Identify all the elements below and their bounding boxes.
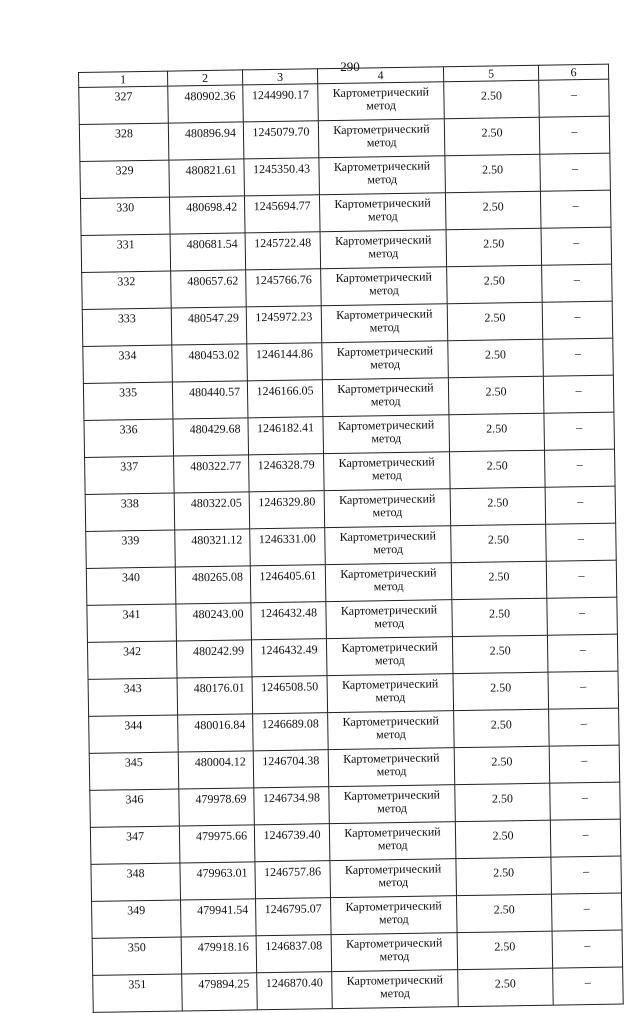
- note-cell: –: [547, 634, 618, 672]
- x-coordinate-cell: 480242.99: [176, 640, 252, 678]
- point-number-cell: 330: [80, 197, 170, 235]
- point-number-cell: 348: [91, 863, 181, 901]
- x-coordinate-cell: 480265.08: [175, 566, 251, 604]
- y-coordinate-cell: 1245766.76: [246, 269, 322, 307]
- accuracy-cell: 2.50: [452, 635, 548, 673]
- y-coordinate-cell: 1246795.07: [256, 898, 332, 936]
- point-number-cell: 329: [80, 160, 170, 198]
- note-cell: –: [550, 782, 621, 820]
- accuracy-cell: 2.50: [444, 80, 540, 118]
- method-cell: Картометрический метод: [329, 785, 456, 824]
- accuracy-cell: 2.50: [453, 672, 549, 710]
- note-cell: –: [546, 560, 617, 598]
- x-coordinate-cell: 480322.05: [174, 492, 250, 530]
- point-number-cell: 346: [90, 789, 180, 827]
- header-col-3: 3: [242, 69, 317, 85]
- x-coordinate-cell: 480322.77: [174, 455, 250, 493]
- point-number-cell: 327: [79, 86, 169, 124]
- y-coordinate-cell: 1246757.86: [255, 861, 331, 899]
- note-cell: –: [543, 338, 614, 376]
- note-cell: –: [541, 227, 612, 265]
- y-coordinate-cell: 1246508.50: [252, 676, 328, 714]
- method-cell: Картометрический метод: [321, 304, 448, 343]
- note-cell: –: [544, 412, 615, 450]
- y-coordinate-cell: 1246329.80: [249, 491, 325, 529]
- y-coordinate-cell: 1246734.98: [254, 787, 330, 825]
- x-coordinate-cell: 479918.16: [181, 936, 257, 974]
- note-cell: –: [539, 116, 610, 154]
- point-number-cell: 340: [86, 567, 176, 605]
- x-coordinate-cell: 480698.42: [169, 196, 245, 234]
- x-coordinate-cell: 480243.00: [176, 603, 252, 641]
- method-cell: Картометрический метод: [319, 193, 446, 232]
- accuracy-cell: 2.50: [455, 820, 551, 858]
- point-number-cell: 347: [90, 826, 180, 864]
- point-number-cell: 351: [93, 974, 183, 1012]
- x-coordinate-cell: 480004.12: [178, 751, 254, 789]
- y-coordinate-cell: 1246182.41: [248, 417, 324, 455]
- method-cell: Картометрический метод: [325, 526, 452, 565]
- method-cell: Картометрический метод: [326, 600, 453, 639]
- method-cell: Картометрический метод: [323, 415, 450, 454]
- method-cell: Картометрический метод: [327, 674, 454, 713]
- y-coordinate-cell: 1245722.48: [245, 232, 321, 270]
- coordinates-table: [78, 64, 624, 1013]
- method-cell: Картометрический метод: [321, 267, 448, 306]
- y-coordinate-cell: 1246704.38: [253, 750, 329, 788]
- method-cell: Картометрический метод: [318, 119, 445, 158]
- accuracy-cell: 2.50: [454, 709, 550, 747]
- accuracy-cell: 2.50: [455, 783, 551, 821]
- accuracy-cell: 2.50: [447, 265, 543, 303]
- note-cell: –: [549, 708, 620, 746]
- accuracy-cell: 2.50: [448, 376, 544, 414]
- note-cell: –: [540, 153, 611, 191]
- note-cell: –: [544, 449, 615, 487]
- method-cell: Картометрический метод: [330, 896, 457, 935]
- note-cell: –: [552, 930, 623, 968]
- method-cell: Картометрический метод: [326, 637, 453, 676]
- y-coordinate-cell: 1246689.08: [253, 713, 329, 751]
- accuracy-cell: 2.50: [444, 117, 540, 155]
- point-number-cell: 334: [83, 345, 173, 383]
- accuracy-cell: 2.50: [446, 228, 542, 266]
- x-coordinate-cell: 480016.84: [178, 714, 254, 752]
- x-coordinate-cell: 480440.57: [172, 381, 248, 419]
- point-number-cell: 350: [92, 937, 182, 975]
- method-cell: Картометрический метод: [325, 563, 452, 602]
- point-number-cell: 332: [82, 271, 172, 309]
- method-cell: Картометрический метод: [318, 82, 445, 121]
- x-coordinate-cell: 480429.68: [173, 418, 249, 456]
- point-number-cell: 338: [85, 493, 175, 531]
- x-coordinate-cell: 480176.01: [177, 677, 253, 715]
- accuracy-cell: 2.50: [457, 931, 553, 969]
- y-coordinate-cell: 1245972.23: [246, 306, 322, 344]
- point-number-cell: 328: [79, 123, 169, 161]
- x-coordinate-cell: 480657.62: [171, 270, 247, 308]
- method-cell: Картометрический метод: [322, 378, 449, 417]
- accuracy-cell: 2.50: [451, 561, 547, 599]
- x-coordinate-cell: 480547.29: [171, 307, 247, 345]
- note-cell: –: [546, 523, 617, 561]
- accuracy-cell: 2.50: [449, 413, 545, 451]
- table-body: [79, 79, 623, 1012]
- x-coordinate-cell: 479941.54: [181, 899, 257, 937]
- point-number-cell: 339: [86, 530, 176, 568]
- method-cell: Картометрический метод: [330, 859, 457, 898]
- accuracy-cell: 2.50: [456, 894, 552, 932]
- y-coordinate-cell: 1246870.40: [257, 972, 333, 1010]
- note-cell: –: [549, 745, 620, 783]
- note-cell: –: [542, 264, 613, 302]
- y-coordinate-cell: 1244990.17: [243, 84, 319, 122]
- y-coordinate-cell: 1246739.40: [254, 824, 330, 862]
- point-number-cell: 344: [89, 715, 179, 753]
- point-number-cell: 333: [82, 308, 172, 346]
- y-coordinate-cell: 1246331.00: [250, 528, 326, 566]
- header-col-2: 2: [167, 70, 242, 86]
- note-cell: –: [540, 190, 611, 228]
- y-coordinate-cell: 1245694.77: [244, 195, 320, 233]
- x-coordinate-cell: 480321.12: [175, 529, 251, 567]
- page-number: 290: [340, 59, 360, 74]
- note-cell: –: [545, 486, 616, 524]
- accuracy-cell: 2.50: [452, 598, 548, 636]
- y-coordinate-cell: 1246328.79: [249, 454, 325, 492]
- point-number-cell: 336: [84, 419, 174, 457]
- x-coordinate-cell: 480453.02: [172, 344, 248, 382]
- note-cell: –: [550, 819, 621, 857]
- y-coordinate-cell: 1245350.43: [244, 158, 320, 196]
- method-cell: Картометрический метод: [329, 822, 456, 861]
- note-cell: –: [542, 301, 613, 339]
- y-coordinate-cell: 1246432.49: [251, 639, 327, 677]
- point-number-cell: 343: [88, 678, 178, 716]
- y-coordinate-cell: 1246405.61: [250, 565, 326, 603]
- accuracy-cell: 2.50: [454, 746, 550, 784]
- note-cell: –: [551, 893, 622, 931]
- x-coordinate-cell: 480821.61: [169, 159, 245, 197]
- accuracy-cell: 2.50: [458, 968, 554, 1006]
- accuracy-cell: 2.50: [445, 154, 541, 192]
- method-cell: Картометрический метод: [319, 156, 446, 195]
- accuracy-cell: 2.50: [450, 487, 546, 525]
- coordinates-sheet: [78, 64, 623, 1013]
- x-coordinate-cell: 479975.66: [179, 825, 255, 863]
- accuracy-cell: 2.50: [447, 302, 543, 340]
- accuracy-cell: 2.50: [451, 524, 547, 562]
- note-cell: –: [548, 671, 619, 709]
- x-coordinate-cell: 480681.54: [170, 233, 246, 271]
- point-number-cell: 335: [83, 382, 173, 420]
- table-row: [93, 967, 624, 1012]
- note-cell: –: [547, 597, 618, 635]
- y-coordinate-cell: 1246166.05: [247, 380, 323, 418]
- x-coordinate-cell: 480902.36: [168, 85, 244, 123]
- y-coordinate-cell: 1246837.08: [256, 935, 332, 973]
- note-cell: –: [551, 856, 622, 894]
- y-coordinate-cell: 1246432.48: [251, 602, 327, 640]
- header-col-4: 4: [317, 67, 443, 84]
- point-number-cell: 345: [89, 752, 179, 790]
- point-number-cell: 342: [87, 641, 177, 679]
- point-number-cell: 331: [81, 234, 171, 272]
- accuracy-cell: 2.50: [456, 857, 552, 895]
- note-cell: –: [539, 79, 610, 117]
- y-coordinate-cell: 1245079.70: [243, 121, 319, 159]
- method-cell: Картометрический метод: [322, 341, 449, 380]
- point-number-cell: 341: [87, 604, 177, 642]
- method-cell: Картометрический метод: [320, 230, 447, 269]
- header-col-6: 6: [538, 64, 608, 80]
- method-cell: Картометрический метод: [328, 711, 455, 750]
- x-coordinate-cell: 480896.94: [168, 122, 244, 160]
- method-cell: Картометрический метод: [332, 970, 459, 1009]
- method-cell: Картометрический метод: [324, 452, 451, 491]
- accuracy-cell: 2.50: [450, 450, 546, 488]
- point-number-cell: 349: [92, 900, 182, 938]
- x-coordinate-cell: 479978.69: [179, 788, 255, 826]
- note-cell: –: [553, 967, 624, 1005]
- accuracy-cell: 2.50: [448, 339, 544, 377]
- method-cell: Картометрический метод: [324, 489, 451, 528]
- note-cell: –: [543, 375, 614, 413]
- point-number-cell: 337: [85, 456, 175, 494]
- accuracy-cell: 2.50: [445, 191, 541, 229]
- method-cell: Картометрический метод: [328, 748, 455, 787]
- x-coordinate-cell: 479963.01: [180, 862, 256, 900]
- header-col-1: 1: [79, 71, 168, 87]
- method-cell: Картометрический метод: [331, 933, 458, 972]
- y-coordinate-cell: 1246144.86: [247, 343, 323, 381]
- x-coordinate-cell: 479894.25: [182, 973, 258, 1011]
- header-col-5: 5: [443, 65, 538, 81]
